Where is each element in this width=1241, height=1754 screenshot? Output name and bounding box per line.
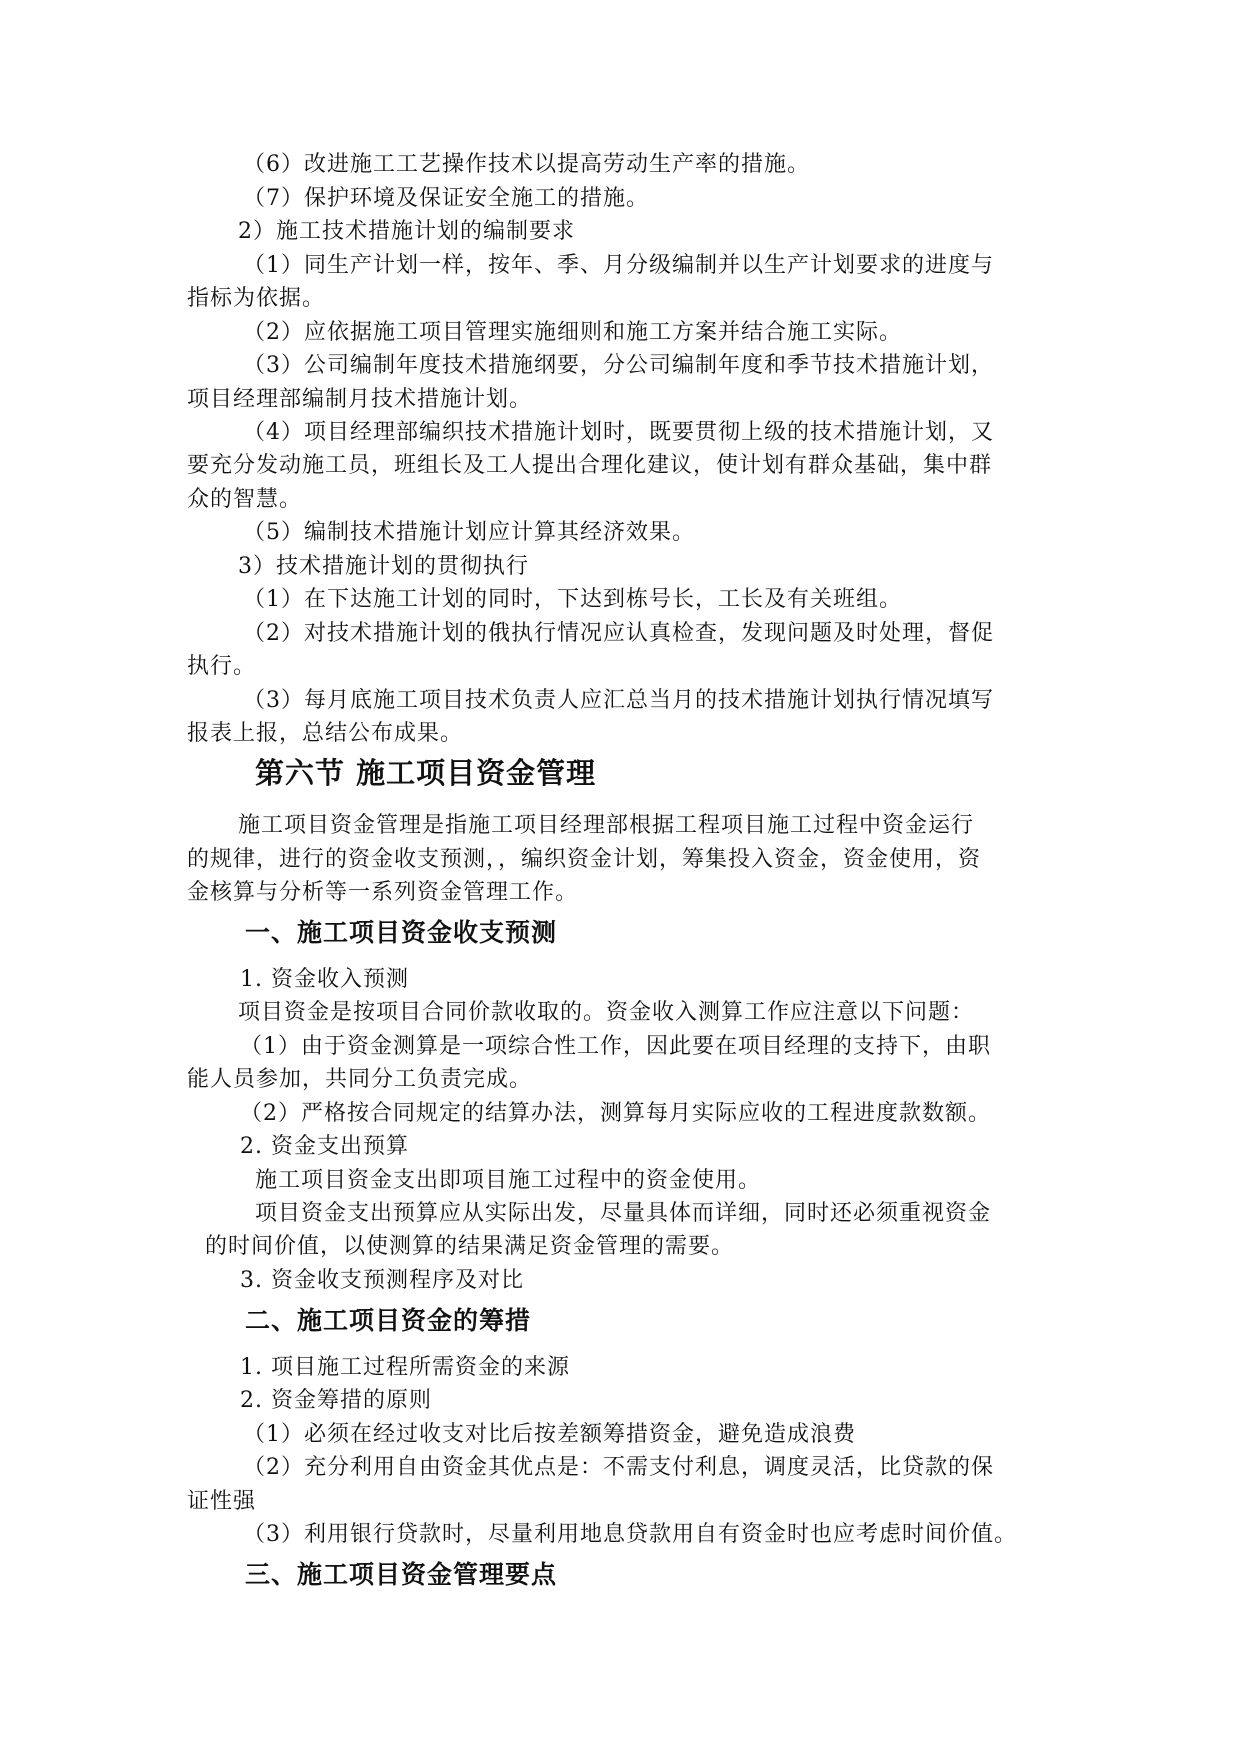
text-line: 的时间价值，以使测算的结果满足资金管理的需要。 (205, 1234, 735, 1259)
text-line: （3）利用银行贷款时，尽量利用地息贷款用自有资金时也应考虑时间价值。 (243, 1522, 1017, 1547)
text-line: （3）公司编制年度技术措施纲要，分公司编制年度和季节技术措施计划， (243, 353, 994, 378)
text-line: 项目资金支出预算应从实际出发，尽量具体而详细，同时还必须重视资金 (255, 1201, 992, 1226)
text-line: （7）保护环境及保证安全施工的措施。 (243, 186, 649, 211)
text-line: 报表上报，总结公布成果。 (187, 721, 464, 746)
text-line: （2）对技术措施计划的俄执行情况应认真检查，发现问题及时处理，督促 (243, 621, 994, 646)
text-line: 施工项目资金支出即项目施工过程中的资金使用。 (255, 1168, 762, 1193)
text-line: （5）编制技术措施计划应计算其经济效果。 (243, 520, 695, 545)
section-heading: 第六节 施工项目资金管理 (255, 756, 597, 790)
text-line: （2）严格按合同规定的结算办法，测算每月实际应收的工程进度款数额。 (240, 1101, 991, 1126)
text-line: 3. 资金收支预测程序及对比 (240, 1268, 524, 1293)
text-line: 项目经理部编制月技术措施计划。 (187, 387, 533, 412)
text-line: 1. 资金收入预测 (240, 967, 409, 992)
text-line: 指标为依据。 (187, 286, 326, 311)
text-line: （1）在下达施工计划的同时，下达到栋号长，工长及有关班组。 (243, 587, 902, 612)
text-line: 能人员参加，共同分工负责完成。 (187, 1067, 533, 1092)
text-line: 执行。 (187, 654, 257, 679)
text-line: 众的智慧。 (187, 487, 303, 512)
text-line: 金核算与分析等一系列资金管理工作。 (187, 880, 579, 905)
text-line: 要充分发动施工员，班组长及工人提出合理化建议，使计划有群众基础，集中群 (187, 453, 993, 478)
text-line: （2）应依据施工项目管理实施细则和施工方案并结合施工实际。 (243, 320, 902, 345)
text-line: （1）同生产计划一样，按年、季、月分级编制并以生产计划要求的进度与 (243, 253, 994, 278)
text-line: 1. 项目施工过程所需资金的来源 (240, 1355, 570, 1380)
subsection-heading: 一、施工项目资金收支预测 (245, 918, 558, 947)
text-line: 的规律，进行的资金收支预测，，编织资金计划，筹集投入资金，资金使用，资 (187, 847, 982, 872)
text-line: 施工项目资金管理是指施工项目经理部根据工程项目施工过程中资金运行 (238, 813, 975, 838)
text-line: 2. 资金支出预算 (240, 1134, 409, 1159)
subsection-heading: 三、施工项目资金管理要点 (245, 1560, 558, 1589)
text-line: 2）施工技术措施计划的编制要求 (238, 219, 575, 244)
subsection-heading: 二、施工项目资金的筹措 (245, 1306, 532, 1335)
text-line: （1）必须在经过收支对比后按差额筹措资金，避免造成浪费 (243, 1422, 856, 1447)
text-line: （3）每月底施工项目技术负责人应汇总当月的技术措施计划执行情况填写 (243, 688, 994, 713)
text-line: 2. 资金筹措的原则 (240, 1388, 432, 1413)
text-line: （4）项目经理部编织技术措施计划时，既要贯彻上级的技术措施计划，又 (243, 420, 994, 445)
text-line: 证性强 (187, 1489, 257, 1514)
text-line: （2）充分利用自由资金其优点是：不需支付利息，调度灵活，比贷款的保 (243, 1455, 994, 1480)
text-line: 3）技术措施计划的贯彻执行 (238, 554, 529, 579)
text-line: （6）改进施工工艺操作技术以提高劳动生产率的措施。 (243, 152, 810, 177)
text-line: 项目资金是按项目合同价款收取的。资金收入测算工作应注意以下问题： (238, 1000, 975, 1025)
text-line: （1）由于资金测算是一项综合性工作，因此要在项目经理的支持下，由职 (240, 1034, 991, 1059)
